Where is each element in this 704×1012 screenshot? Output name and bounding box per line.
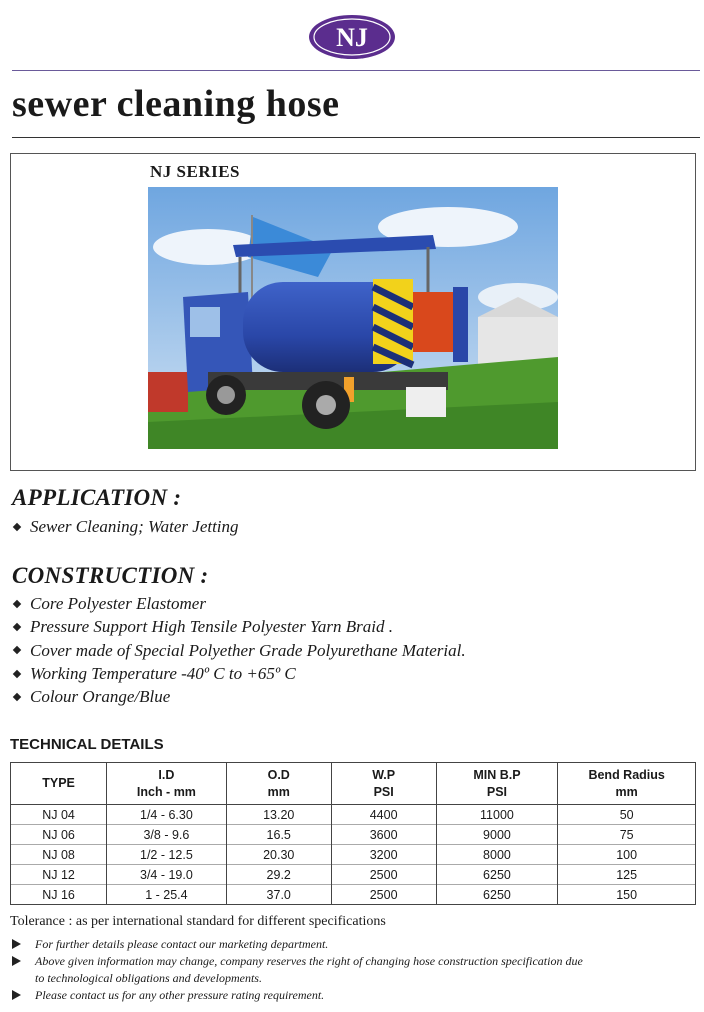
table-cell: 4400 [331,805,436,825]
truck-photo [148,187,558,449]
col-header-od: O.D mm [226,763,331,805]
arrow-icon [12,956,21,966]
table-cell: 29.2 [226,865,331,885]
table-row [11,805,696,825]
table-header-row [11,763,696,805]
table-cell: NJ 08 [11,845,107,865]
arrow-icon [12,939,21,949]
table-cell: 3/8 - 9.6 [107,825,227,845]
table-cell: 8000 [436,845,558,865]
table-cell: 9000 [436,825,558,845]
col-header-id: I.D Inch - mm [107,763,227,805]
col-header-type: TYPE [11,763,107,805]
bullet-icon [13,693,21,701]
table-cell: 3200 [331,845,436,865]
bullet-icon [13,646,21,654]
col-header-bend-radius: Bend Radius mm [558,763,696,805]
arrow-icon [12,990,21,1000]
nj-logo [308,14,396,60]
table-cell: 1/2 - 12.5 [107,845,227,865]
table-cell: 16.5 [226,825,331,845]
table-cell: 100 [558,845,696,865]
table-cell: 1/4 - 6.30 [107,805,227,825]
footnote-item: Above given information may change, company reserves the right of changing hose construction specification due to technological obligations and developments. [12,953,595,987]
application-item: Sewer Cleaning; Water Jetting [12,515,239,538]
construction-heading: CONSTRUCTION : [12,563,209,588]
tolerance-note: Tolerance : as per international standard for different specifications [10,914,386,929]
table-cell: 150 [558,885,696,905]
technical-heading: TECHNICAL DETAILS [10,736,164,753]
col-header-wp: W.P PSI [331,763,436,805]
bullet-icon [13,623,21,631]
table-cell: 3/4 - 19.0 [107,865,227,885]
page-title: sewer cleaning hose [12,83,340,125]
table-cell: NJ 04 [11,805,107,825]
footnote-item: Please contact us for any other pressure rating requirement. [12,987,595,1004]
table-row [11,845,696,865]
table-cell: NJ 12 [11,865,107,885]
construction-item: Colour Orange/Blue [12,685,466,708]
footnotes-list [12,936,595,1004]
table-cell: 20.30 [226,845,331,865]
col-header-min-bp: MIN B.P PSI [436,763,558,805]
application-heading: APPLICATION : [12,485,182,510]
table-row [11,825,696,845]
table-cell: 3600 [331,825,436,845]
table-cell: NJ 16 [11,885,107,905]
table-cell: 2500 [331,865,436,885]
table-row [11,865,696,885]
title-rule [12,137,700,138]
table-cell: 11000 [436,805,558,825]
construction-item: Pressure Support High Tensile Polyester Yarn Braid . [12,615,466,638]
construction-item: Working Temperature -40º C to +65º C [12,662,466,685]
table-cell: NJ 06 [11,825,107,845]
footnote-item: For further details please contact our marketing department. [12,936,595,953]
table-cell: 50 [558,805,696,825]
bullet-icon [13,599,21,607]
table-cell: 6250 [436,885,558,905]
table-row [11,885,696,905]
header-rule [12,70,700,71]
table-cell: 125 [558,865,696,885]
series-label: NJ SERIES [150,162,241,181]
bullet-icon [13,522,21,530]
construction-list [12,592,466,708]
application-list [12,515,239,538]
construction-item: Core Polyester Elastomer [12,592,466,615]
bullet-icon [13,669,21,677]
logo-text: NJ [336,23,368,52]
table-cell: 1 - 25.4 [107,885,227,905]
construction-item: Cover made of Special Polyether Grade Polyurethane Material. [12,639,466,662]
table-cell: 37.0 [226,885,331,905]
table-cell: 13.20 [226,805,331,825]
table-cell: 6250 [436,865,558,885]
technical-table [10,762,696,905]
table-cell: 2500 [331,885,436,905]
table-cell: 75 [558,825,696,845]
